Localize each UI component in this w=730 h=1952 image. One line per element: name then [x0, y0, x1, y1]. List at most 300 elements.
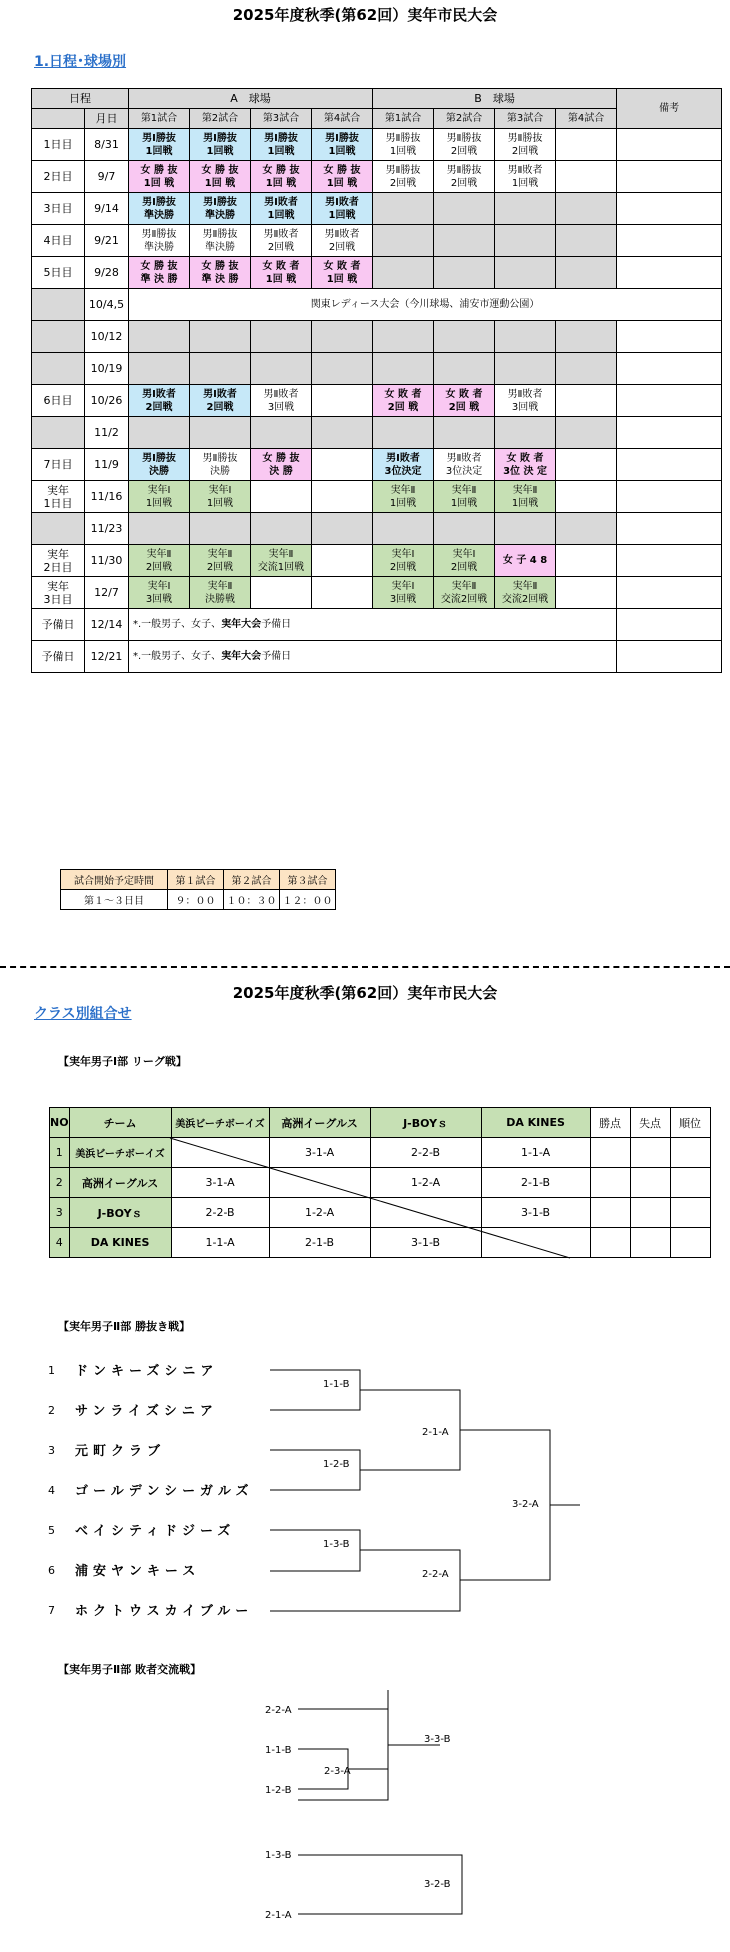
schedule-cell-text: 2回戦 — [145, 401, 173, 413]
schedule-day — [32, 129, 85, 161]
league-diagonal — [0, 1137, 730, 1261]
schedule-cell-text: 男Ⅱ敗者 — [263, 228, 299, 240]
schedule-cell — [312, 193, 373, 225]
schedule-cell-text: 決勝 — [149, 465, 169, 477]
schedule-day — [32, 353, 85, 385]
schedule-date: 12/21 — [85, 641, 129, 673]
schedule-date: 10/12 — [85, 321, 129, 353]
schedule-cell-text: 交流1回戦 — [257, 561, 305, 573]
league-result: 3-1-A — [269, 1138, 370, 1168]
schedule-day-text: 予備日 — [41, 650, 75, 663]
team-number: 5 — [48, 1524, 55, 1537]
schedule-cell — [312, 577, 373, 609]
schedule-cell — [495, 353, 556, 385]
schedule-cell — [190, 193, 251, 225]
team-name: サンライズシニア — [75, 1404, 218, 1419]
schedule-cell-text: 1回戦 — [389, 145, 417, 157]
schedule-day-text: 3日目 — [43, 592, 73, 606]
consolation-label: 1-3-B — [265, 1850, 292, 1861]
schedule-cell — [129, 161, 190, 193]
league-result: 2-1-B — [481, 1168, 590, 1198]
schedule-bikou — [617, 321, 722, 353]
schedule-note-text: 実年大会 — [221, 651, 262, 662]
schedule-date: 9/28 — [85, 257, 129, 289]
schedule-cell — [190, 545, 251, 577]
schedule-cell-text: 準決勝 — [144, 209, 174, 221]
schedule-cell-text: 3回戦 — [267, 401, 295, 413]
schedule-bikou — [617, 513, 722, 545]
schedule-cell — [190, 577, 251, 609]
consolation-subhead: 【実年男子Ⅱ部 敗者交流戦】 — [58, 1663, 202, 1676]
consolation-label: 3-3-B — [424, 1734, 451, 1745]
schedule-date: 11/23 — [85, 513, 129, 545]
schedule-cell-text: 決勝戦 — [205, 593, 235, 605]
knockout-subhead: 【実年男子Ⅱ部 勝抜き戦】 — [58, 1320, 191, 1333]
schedule-cell-text: 男Ⅰ勝抜 — [325, 132, 359, 144]
schedule-cell — [251, 449, 312, 481]
schedule-day — [32, 481, 85, 513]
schedule-cell-text: 1回戦 — [267, 145, 295, 157]
schedule-cell-text: 1回 戦 — [326, 177, 358, 189]
schedule-cell-text: 男Ⅰ勝抜 — [142, 132, 176, 144]
schedule-cell — [434, 481, 495, 513]
schedule-cell-text: 男Ⅱ敗者 — [324, 228, 360, 240]
schedule-day — [32, 225, 85, 257]
schedule-cell-text: 男Ⅱ敗者 — [263, 388, 299, 400]
schedule-cell-text: 女 敗 者 — [445, 388, 483, 400]
match-label: 3-2-A — [512, 1499, 539, 1510]
schedule-day — [32, 257, 85, 289]
col-header-game: 第2試合 — [434, 109, 495, 129]
schedule-cell — [556, 417, 617, 449]
schedule-cell-text: 実年Ⅱ — [268, 548, 294, 560]
league-header: 勝点 — [590, 1108, 630, 1138]
schedule-cell — [129, 353, 190, 385]
schedule-cell-text: 女 敗 者 — [323, 260, 361, 272]
times-value: １２：００ — [280, 890, 336, 910]
team-number: 2 — [48, 1404, 55, 1417]
schedule-cell — [312, 353, 373, 385]
schedule-cell — [556, 353, 617, 385]
schedule-cell — [190, 449, 251, 481]
schedule-cell — [251, 193, 312, 225]
schedule-cell-text: 実年Ⅱ — [512, 484, 538, 496]
schedule-day — [32, 449, 85, 481]
team-number: 7 — [48, 1604, 55, 1617]
schedule-cell-text: 3回戦 — [511, 401, 539, 413]
schedule-cell — [556, 193, 617, 225]
league-header: NO — [50, 1108, 70, 1138]
schedule-cell-text: 交流2回戦 — [440, 593, 488, 605]
schedule-cell-text: 2回戦 — [389, 561, 417, 573]
team-name: 浦安ヤンキース — [75, 1564, 201, 1579]
match-label: 1-3-B — [323, 1539, 350, 1550]
league-team: DA KINES — [69, 1228, 171, 1258]
schedule-cell-text: 男Ⅱ敗者 — [507, 388, 543, 400]
schedule-cell — [312, 225, 373, 257]
schedule-cell — [495, 545, 556, 577]
schedule-cell-text: 男Ⅰ勝抜 — [203, 196, 237, 208]
schedule-note-text: 予備日 — [261, 619, 292, 630]
league-header: 美浜ビーチボーイズ — [171, 1108, 269, 1138]
section-schedule-title: 1.日程･球場別 — [34, 54, 127, 70]
schedule-cell — [556, 385, 617, 417]
schedule-cell — [251, 321, 312, 353]
match-label: 2-2-A — [422, 1569, 449, 1580]
col-header-b-field: B 球場 — [373, 89, 617, 109]
league-header: 高洲イーグルス — [269, 1108, 370, 1138]
col-header-bikou: 備考 — [617, 89, 722, 129]
schedule-day-text: 5日目 — [43, 266, 73, 279]
schedule-cell-text: 男Ⅰ敗者 — [203, 388, 237, 400]
schedule-cell — [129, 385, 190, 417]
schedule-cell — [312, 449, 373, 481]
schedule-day-text: 6日目 — [43, 394, 73, 407]
schedule-note: 関東レディース大会（今川球場、浦安市運動公園） — [129, 289, 722, 321]
schedule-cell-text: 1回戦 — [511, 497, 539, 509]
schedule-date: 10/4,5 — [85, 289, 129, 321]
schedule-cell — [129, 545, 190, 577]
schedule-cell — [373, 481, 434, 513]
schedule-cell — [129, 577, 190, 609]
schedule-cell — [495, 481, 556, 513]
schedule-cell-text: 女 勝 抜 — [140, 260, 178, 272]
schedule-cell — [312, 321, 373, 353]
schedule-cell-text: 実年Ⅰ — [147, 484, 171, 496]
league-no: 4 — [50, 1228, 70, 1258]
league-subhead: 【実年男子Ⅰ部 リーグ戦】 — [58, 1055, 187, 1068]
schedule-date: 8/31 — [85, 129, 129, 161]
schedule-cell-text: 1回戦 — [206, 145, 234, 157]
team-name: 元町クラブ — [75, 1444, 166, 1459]
schedule-cell — [373, 449, 434, 481]
schedule-cell-text: 女 敗 者 — [506, 452, 544, 464]
schedule-date: 10/26 — [85, 385, 129, 417]
schedule-note-text: 予備日 — [261, 651, 292, 662]
schedule-cell-text: 実年Ⅰ — [391, 580, 415, 592]
schedule-bikou — [617, 161, 722, 193]
schedule-date: 9/21 — [85, 225, 129, 257]
col-header-game: 第1試合 — [129, 109, 190, 129]
schedule-cell-text: 2回戦 — [450, 177, 478, 189]
league-result: 1-2-A — [370, 1168, 481, 1198]
schedule-cell — [434, 161, 495, 193]
team-number: 3 — [48, 1444, 55, 1457]
league-result: 1-2-A — [269, 1198, 370, 1228]
schedule-bikou — [617, 257, 722, 289]
schedule-cell-text: 実年Ⅰ — [391, 548, 415, 560]
match-label: 1-1-B — [323, 1379, 350, 1390]
schedule-cell-text: 男Ⅰ敗者 — [325, 196, 359, 208]
schedule-cell-text: 2回戦 — [389, 177, 417, 189]
schedule-cell — [373, 193, 434, 225]
col-header-game: 第4試合 — [312, 109, 373, 129]
match-label: 2-1-A — [422, 1427, 449, 1438]
league-result: 2-2-B — [370, 1138, 481, 1168]
schedule-cell-text: 男Ⅱ勝抜 — [507, 132, 543, 144]
schedule-cell-text: 3位決定 — [445, 465, 483, 477]
schedule-day-text: 実年 — [47, 579, 69, 593]
schedule-date: 12/7 — [85, 577, 129, 609]
schedule-day — [32, 289, 85, 321]
schedule-cell-text: 準決勝 — [205, 241, 235, 253]
schedule-cell-text: 男Ⅰ勝抜 — [142, 196, 176, 208]
schedule-cell — [251, 385, 312, 417]
schedule-cell-text: 女 勝 抜 — [201, 260, 239, 272]
schedule-cell-text: 3位決定 — [384, 465, 422, 477]
schedule-day-text: 実年 — [47, 547, 69, 561]
page-title-2: 2025年度秋季(第62回）実年市民大会 — [232, 984, 498, 1002]
schedule-cell — [312, 161, 373, 193]
schedule-cell-text: 男Ⅱ勝抜 — [202, 228, 238, 240]
schedule-cell-text: 男Ⅱ勝抜 — [202, 452, 238, 464]
col-header-a-field: A 球場 — [129, 89, 373, 109]
team-number: 4 — [48, 1484, 55, 1497]
schedule-cell — [312, 481, 373, 513]
schedule-bikou — [617, 481, 722, 513]
schedule-cell — [251, 257, 312, 289]
league-header: 失点 — [630, 1108, 670, 1138]
schedule-cell — [556, 481, 617, 513]
schedule-day-text: 予備日 — [41, 618, 75, 631]
schedule-cell — [251, 161, 312, 193]
schedule-cell — [373, 417, 434, 449]
schedule-cell-text: 女 敗 者 — [262, 260, 300, 272]
schedule-cell-text: 1回 戦 — [265, 273, 297, 285]
schedule-note — [129, 641, 617, 673]
times-header: 第２試合 — [224, 870, 280, 890]
schedule-cell-text: 準決勝 — [144, 241, 174, 253]
schedule-note — [129, 609, 617, 641]
schedule-cell-text: 男Ⅱ勝抜 — [385, 164, 421, 176]
schedule-cell — [373, 257, 434, 289]
schedule-date: 12/14 — [85, 609, 129, 641]
schedule-cell — [190, 417, 251, 449]
schedule-cell — [129, 481, 190, 513]
schedule-cell-text: 準決勝 — [205, 209, 235, 221]
league-result: 2-1-B — [269, 1228, 370, 1258]
schedule-cell-text: 1回戦 — [389, 497, 417, 509]
schedule-cell-text: 実年Ⅱ — [390, 484, 416, 496]
schedule-cell — [495, 449, 556, 481]
schedule-cell — [373, 353, 434, 385]
league-header: チーム — [69, 1108, 171, 1138]
team-number: 6 — [48, 1564, 55, 1577]
schedule-cell — [556, 225, 617, 257]
league-team: 高洲イーグルス — [69, 1168, 171, 1198]
schedule-cell — [373, 321, 434, 353]
schedule-cell-text: 3回戦 — [389, 593, 417, 605]
section-class-title: クラス別組合せ — [34, 1006, 132, 1022]
schedule-cell — [373, 577, 434, 609]
schedule-cell-text: 2回戦 — [267, 241, 295, 253]
schedule-cell-text: 準 決 勝 — [140, 273, 178, 285]
schedule-day-text: 1日目 — [43, 138, 73, 151]
schedule-cell-text: 1回戦 — [145, 497, 173, 509]
schedule-cell-text: 男Ⅰ敗者 — [142, 388, 176, 400]
schedule-cell-text: 実年Ⅱ — [207, 548, 233, 560]
consolation-bracket — [0, 1690, 730, 1930]
league-diagonal-line — [170, 1138, 570, 1258]
schedule-cell-text: 2回戦 — [206, 401, 234, 413]
schedule-bikou — [617, 225, 722, 257]
schedule-date: 10/19 — [85, 353, 129, 385]
bracket-line — [270, 1370, 360, 1410]
schedule-date: 9/7 — [85, 161, 129, 193]
schedule-cell — [495, 129, 556, 161]
schedule-cell — [434, 417, 495, 449]
schedule-cell — [190, 513, 251, 545]
schedule-day — [32, 577, 85, 609]
team-name: ドンキーズシニア — [75, 1364, 219, 1379]
schedule-bikou — [617, 577, 722, 609]
league-team: J-BOYｓ — [69, 1198, 171, 1228]
schedule-date: 9/14 — [85, 193, 129, 225]
schedule-bikou — [617, 353, 722, 385]
schedule-cell-text: 1回戦 — [328, 209, 356, 221]
schedule-day-text: 4日目 — [43, 234, 73, 247]
schedule-date: 11/30 — [85, 545, 129, 577]
league-header: J-BOYｓ — [370, 1108, 481, 1138]
schedule-bikou — [617, 449, 722, 481]
schedule-cell — [312, 513, 373, 545]
schedule-cell — [190, 481, 251, 513]
schedule-cell — [190, 353, 251, 385]
league-result: 3-1-B — [481, 1198, 590, 1228]
league-team: 美浜ビーチボーイズ — [69, 1138, 171, 1168]
schedule-day-text: 実年 — [47, 483, 69, 497]
schedule-cell — [495, 161, 556, 193]
schedule-cell — [373, 513, 434, 545]
schedule-day — [32, 193, 85, 225]
schedule-cell — [434, 577, 495, 609]
col-header-game: 第2試合 — [190, 109, 251, 129]
knockout-bracket — [0, 1340, 730, 1640]
col-header-day — [32, 109, 85, 129]
schedule-cell-text: 1回 戦 — [326, 273, 358, 285]
league-result: 1-1-A — [481, 1138, 590, 1168]
schedule-cell-text: 2回 戦 — [448, 401, 480, 413]
times-value: 第１～３日目 — [61, 890, 168, 910]
schedule-cell — [251, 545, 312, 577]
schedule-cell — [373, 129, 434, 161]
schedule-cell-text: 準 決 勝 — [201, 273, 239, 285]
schedule-cell — [190, 129, 251, 161]
bracket-line — [270, 1530, 360, 1571]
schedule-cell-text: 男Ⅱ敗者 — [446, 452, 482, 464]
schedule-cell-text: 決勝 — [210, 465, 230, 477]
schedule-cell — [251, 577, 312, 609]
schedule-cell — [190, 257, 251, 289]
schedule-cell — [434, 545, 495, 577]
schedule-cell-text: 男Ⅰ勝抜 — [264, 132, 298, 144]
schedule-cell-text: 女 敗 者 — [384, 388, 422, 400]
schedule-cell — [495, 193, 556, 225]
schedule-cell-text: 1回戦 — [511, 177, 539, 189]
schedule-cell — [251, 225, 312, 257]
schedule-cell-text: 1回戦 — [267, 209, 295, 221]
schedule-note-text: 実年大会 — [221, 619, 262, 630]
schedule-cell — [373, 161, 434, 193]
schedule-cell — [312, 385, 373, 417]
schedule-day-text: 3日目 — [43, 202, 73, 215]
team-number: 1 — [48, 1364, 55, 1377]
schedule-cell — [556, 545, 617, 577]
league-result: 1-1-A — [171, 1228, 269, 1258]
schedule-cell-text: 女 勝 抜 — [262, 452, 300, 464]
consolation-label: 2-2-A — [265, 1705, 292, 1716]
schedule-day — [32, 161, 85, 193]
schedule-cell-text: 実年Ⅰ — [208, 484, 232, 496]
times-header: 試合開始予定時間 — [61, 870, 168, 890]
schedule-cell-text: 1回戦 — [450, 497, 478, 509]
schedule-cell — [251, 513, 312, 545]
league-header: DA KINES — [481, 1108, 590, 1138]
consolation-label: 1-2-B — [265, 1785, 292, 1796]
schedule-cell-text: 2回戦 — [511, 145, 539, 157]
schedule-cell — [556, 161, 617, 193]
league-result: 3-1-B — [370, 1228, 481, 1258]
schedule-cell-text: 男Ⅱ勝抜 — [385, 132, 421, 144]
schedule-cell-text: 1回 戦 — [204, 177, 236, 189]
schedule-cell — [434, 193, 495, 225]
schedule-cell — [312, 545, 373, 577]
schedule-day — [32, 609, 85, 641]
schedule-cell — [434, 385, 495, 417]
consolation-label: 1-1-B — [265, 1745, 292, 1756]
schedule-date: 11/16 — [85, 481, 129, 513]
schedule-cell-text: 1回 戦 — [265, 177, 297, 189]
schedule-cell — [434, 129, 495, 161]
schedule-cell-text: 3回戦 — [145, 593, 173, 605]
schedule-bikou — [617, 641, 722, 673]
col-header-game: 第3試合 — [251, 109, 312, 129]
schedule-cell — [434, 353, 495, 385]
schedule-cell-text: 男Ⅰ勝抜 — [203, 132, 237, 144]
schedule-bikou — [617, 417, 722, 449]
schedule-cell — [495, 577, 556, 609]
start-times-table — [60, 869, 336, 910]
schedule-note-text: *.一般男子、女子、 — [133, 651, 222, 662]
schedule-date: 11/2 — [85, 417, 129, 449]
schedule-cell — [251, 129, 312, 161]
schedule-cell-text: 3位 決 定 — [503, 465, 547, 477]
schedule-day — [32, 641, 85, 673]
schedule-cell — [129, 321, 190, 353]
bracket-line — [270, 1550, 460, 1611]
schedule-day-text: 2日目 — [43, 560, 73, 574]
times-header: 第１試合 — [168, 870, 224, 890]
schedule-cell-text: 女 勝 抜 — [140, 164, 178, 176]
schedule-cell-text: 1回戦 — [206, 497, 234, 509]
schedule-cell — [434, 513, 495, 545]
schedule-cell — [495, 513, 556, 545]
schedule-cell-text: 決 勝 — [269, 465, 293, 477]
schedule-cell — [556, 129, 617, 161]
league-no: 2 — [50, 1168, 70, 1198]
schedule-day — [32, 545, 85, 577]
team-name: ホクトウスカイブルー — [75, 1604, 254, 1619]
schedule-day — [32, 513, 85, 545]
schedule-cell-text: 2回戦 — [145, 561, 173, 573]
schedule-cell — [129, 513, 190, 545]
schedule-cell-text: 2回戦 — [450, 145, 478, 157]
schedule-cell — [251, 481, 312, 513]
schedule-cell — [556, 257, 617, 289]
schedule-cell-text: 1回戦 — [328, 145, 356, 157]
schedule-cell — [556, 321, 617, 353]
schedule-cell — [312, 417, 373, 449]
